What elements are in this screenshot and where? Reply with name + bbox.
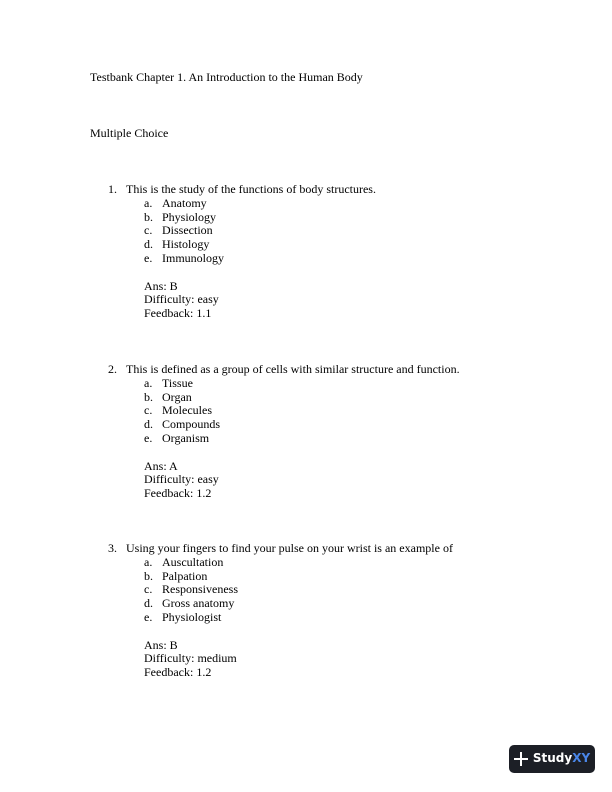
option-text: Organ bbox=[162, 389, 192, 404]
answer-key: Ans: B bbox=[144, 278, 178, 293]
option-text: Responsiveness bbox=[162, 582, 238, 597]
difficulty-level: Difficulty: easy bbox=[144, 292, 219, 307]
option-letter: b. bbox=[144, 389, 153, 404]
answer-options bbox=[0, 377, 612, 446]
answer-option bbox=[0, 238, 612, 252]
feedback-reference: Feedback: 1.1 bbox=[144, 306, 212, 321]
answer-key: Ans: A bbox=[144, 458, 178, 473]
option-text: Physiology bbox=[162, 209, 217, 224]
option-letter: c. bbox=[144, 223, 153, 238]
option-text: Compounds bbox=[162, 417, 221, 432]
brand-name-main: Study bbox=[532, 751, 573, 766]
answer-option bbox=[0, 391, 612, 405]
option-letter: c. bbox=[144, 403, 153, 418]
question-2 bbox=[0, 363, 612, 501]
difficulty-level: Difficulty: easy bbox=[144, 472, 219, 487]
question-3 bbox=[0, 542, 612, 680]
option-text: Anatomy bbox=[162, 195, 207, 210]
option-letter: a. bbox=[144, 195, 153, 210]
question-number: 2. bbox=[108, 362, 117, 376]
question-meta bbox=[0, 280, 612, 321]
difficulty-level: Difficulty: medium bbox=[144, 651, 237, 666]
answer-option bbox=[0, 252, 612, 266]
question-meta bbox=[0, 639, 612, 680]
feedback-reference: Feedback: 1.2 bbox=[144, 665, 212, 680]
page-title: Testbank Chapter 1. An Introduction to the Human Body bbox=[90, 70, 363, 84]
option-text: Molecules bbox=[162, 403, 212, 418]
feedback-reference: Feedback: 1.2 bbox=[144, 486, 212, 501]
answer-key: Ans: B bbox=[144, 637, 178, 652]
option-text: Gross anatomy bbox=[162, 596, 235, 611]
option-text: Organism bbox=[162, 430, 210, 445]
question-text: Using your fingers to find your pulse on your wrist is an example of bbox=[126, 541, 453, 555]
question-number: 1. bbox=[108, 182, 117, 196]
studyxy-badge[interactable] bbox=[509, 745, 595, 773]
option-text: Tissue bbox=[162, 375, 193, 390]
option-letter: a. bbox=[144, 554, 153, 569]
question-stem bbox=[0, 542, 612, 556]
option-letter: e. bbox=[144, 609, 153, 624]
option-letter: c. bbox=[144, 582, 153, 597]
answer-options bbox=[0, 556, 612, 625]
option-letter: d. bbox=[144, 417, 153, 432]
answer-options bbox=[0, 197, 612, 266]
answer-option bbox=[0, 597, 612, 611]
answer-option bbox=[0, 418, 612, 432]
brand-name bbox=[533, 752, 590, 766]
option-letter: d. bbox=[144, 596, 153, 611]
option-letter: e. bbox=[144, 250, 153, 265]
question-text: This is defined as a group of cells with similar structure and function. bbox=[126, 362, 460, 376]
answer-option bbox=[0, 404, 612, 418]
answer-option bbox=[0, 211, 612, 225]
answer-option bbox=[0, 570, 612, 584]
option-text: Auscultation bbox=[162, 554, 224, 569]
question-text: This is the study of the functions of body structures. bbox=[126, 182, 376, 196]
option-text: Physiologist bbox=[162, 609, 222, 624]
option-letter: e. bbox=[144, 430, 153, 445]
answer-option bbox=[0, 377, 612, 391]
option-letter: b. bbox=[144, 209, 153, 224]
option-letter: b. bbox=[144, 568, 153, 583]
question-number: 3. bbox=[108, 541, 117, 555]
option-text: Immunology bbox=[162, 250, 224, 265]
option-text: Histology bbox=[162, 237, 210, 252]
answer-option bbox=[0, 197, 612, 211]
option-text: Palpation bbox=[162, 568, 208, 583]
option-letter: d. bbox=[144, 237, 153, 252]
question-stem bbox=[0, 183, 612, 197]
question-stem bbox=[0, 363, 612, 377]
answer-option bbox=[0, 224, 612, 238]
option-text: Dissection bbox=[162, 223, 213, 238]
answer-option bbox=[0, 432, 612, 446]
question-1 bbox=[0, 183, 612, 321]
answer-option bbox=[0, 583, 612, 597]
answer-option bbox=[0, 611, 612, 625]
plus-icon bbox=[514, 752, 528, 766]
answer-option bbox=[0, 556, 612, 570]
question-meta bbox=[0, 460, 612, 501]
option-letter: a. bbox=[144, 375, 153, 390]
brand-name-accent: XY bbox=[572, 751, 591, 766]
section-title: Multiple Choice bbox=[90, 126, 169, 140]
